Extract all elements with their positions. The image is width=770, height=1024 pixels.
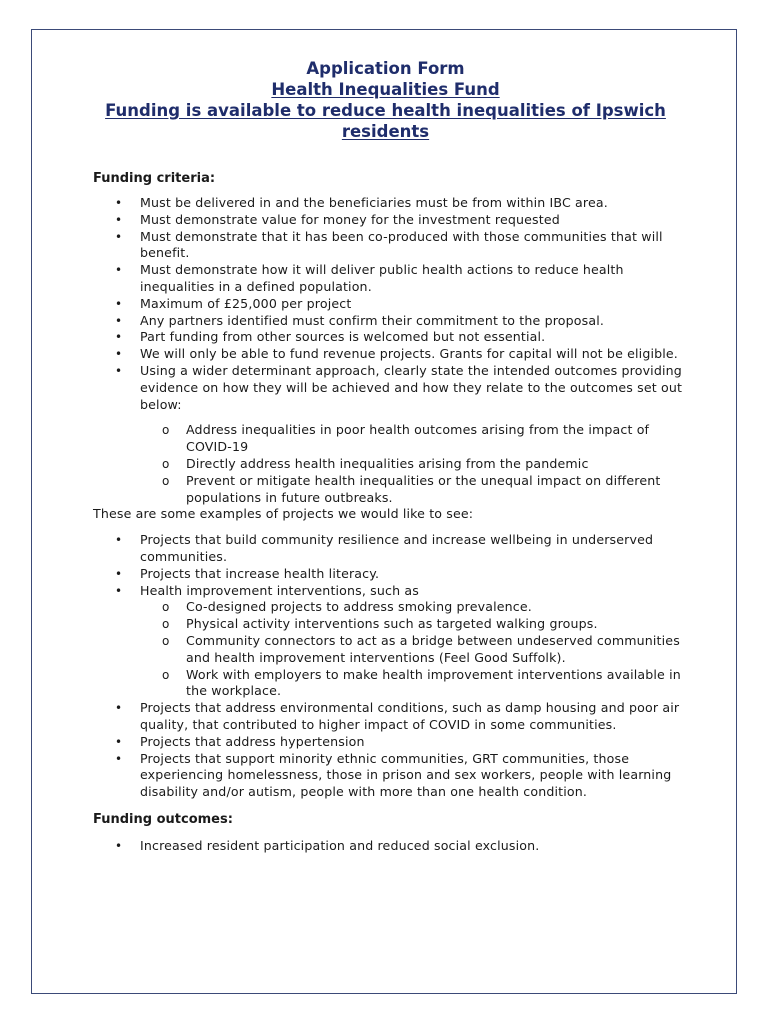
list-item: • Projects that build community resilience and increase wellbeing in underserved communities. [93, 532, 683, 566]
list-item: • Must demonstrate how it will deliver public health actions to reduce health inequalities in a defined population. [93, 262, 683, 296]
list-item: • Must demonstrate that it has been co-produced with those communities that will benefit. [93, 229, 683, 263]
list-item-text: Health improvement interventions, such as [140, 582, 419, 598]
list-item: • Part funding from other sources is welcomed but not essential. [93, 329, 683, 346]
list-item: • Maximum of £25,000 per project [93, 296, 683, 313]
criteria-heading: Funding criteria: [93, 171, 216, 186]
list-subitem: o Physical activity interventions such as targeted walking groups. [140, 616, 683, 633]
list-subitem: o Co-designed projects to address smoking prevalence. [140, 599, 683, 616]
list-item: • Must demonstrate value for money for the investment requested [93, 212, 683, 229]
fund-name: Health Inequalities Fund [271, 80, 500, 99]
list-item: • Projects that address environmental conditions, such as damp housing and poor air quality, that contributed to higher impact of COVID in some communities. [93, 700, 683, 734]
list-item: • Using a wider determinant approach, clearly state the intended outcomes providing evidence on how they will be achieved and how they relate to the outcomes set out below: [93, 363, 683, 413]
list-subitem: o Prevent or mitigate health inequalities or the unequal impact on different populations in future outbreaks. [140, 473, 683, 507]
examples-sublist [140, 599, 683, 700]
fund-subtitle: Funding is available to reduce health inequalities of Ipswich residents [105, 101, 666, 141]
list-item: • Projects that increase health literacy. [93, 566, 683, 583]
list-subitem: o Address inequalities in poor health outcomes arising from the impact of COVID-19 [140, 422, 683, 456]
list-subitem: o Directly address health inequalities arising from the pandemic [140, 456, 683, 473]
criteria-sublist [93, 422, 683, 506]
list-item: • Projects that support minority ethnic communities, GRT communities, those experiencing homelessness, those in prison and sex workers, people with learning disability and/or autism, people with more than one health condition. [93, 751, 683, 801]
form-title: Application Form [306, 59, 465, 78]
document-body [93, 58, 683, 855]
list-item: • Increased resident participation and reduced social exclusion. [93, 838, 683, 855]
list-subitem: o Work with employers to make health improvement interventions available in the workplace. [140, 667, 683, 701]
list-item: • We will only be able to fund revenue projects. Grants for capital will not be eligible. [93, 346, 683, 363]
list-item: • Must be delivered in and the beneficiaries must be from within IBC area. [93, 195, 683, 212]
outcomes-list [93, 838, 683, 855]
list-item: • Projects that address hypertension [93, 734, 683, 751]
outcomes-heading: Funding outcomes: [93, 811, 233, 827]
criteria-list [93, 195, 683, 413]
list-subitem: o Community connectors to act as a bridge between undeserved communities and health improvement interventions (Feel Good Suffolk). [140, 633, 683, 667]
title-block [93, 58, 678, 142]
list-item [93, 583, 683, 701]
examples-list [93, 532, 683, 801]
list-item: • Any partners identified must confirm their commitment to the proposal. [93, 313, 683, 330]
examples-intro: These are some examples of projects we would like to see: [93, 506, 474, 522]
